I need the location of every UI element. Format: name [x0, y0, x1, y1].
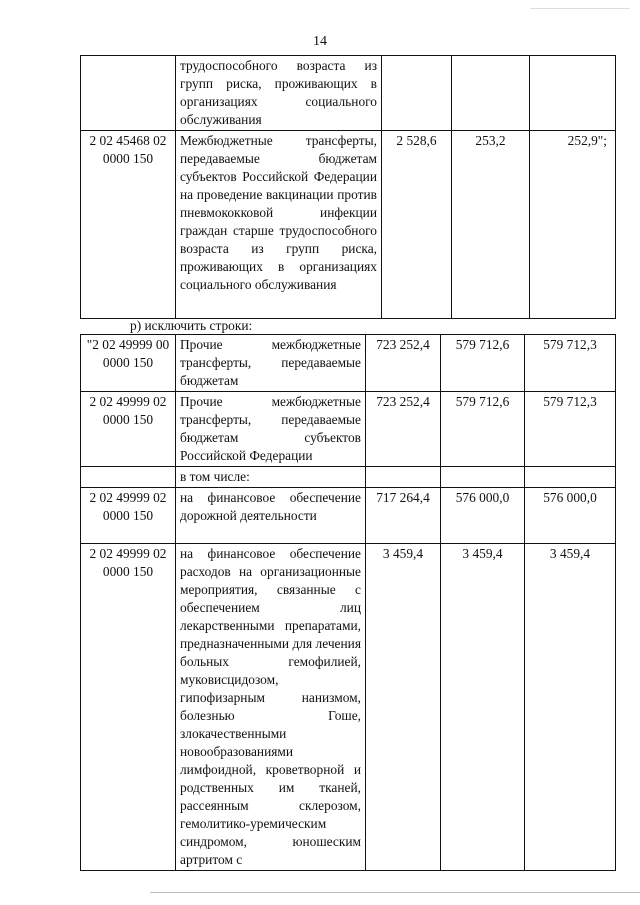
value-cell-year3: 3 459,4 — [525, 544, 616, 871]
description-cell: на финансовое обеспечение дорожной деятельности — [176, 488, 366, 544]
budget-code-cell: 2 02 49999 02 0000 150 — [81, 544, 176, 871]
budget-code-cell: 2 02 45468 02 0000 150 — [81, 131, 176, 319]
value-cell-year1 — [366, 467, 441, 488]
value-cell-year2: 576 000,0 — [441, 488, 525, 544]
value-cell-year2: 3 459,4 — [441, 544, 525, 871]
table-row — [81, 56, 616, 131]
value-cell-year1: 723 252,4 — [366, 335, 441, 392]
value-cell-year1: 717 264,4 — [366, 488, 441, 544]
value-cell-year1: 3 459,4 — [366, 544, 441, 871]
budget-code-cell: 2 02 49999 02 0000 150 — [81, 392, 176, 467]
description-cell: на финансовое обеспечение расходов на организационные мероприятия, связанные с обеспечением лиц лекарственными препаратами, предназначенными для лечения больных гемофилией, муковисцидозом, гипофизарным нанизмом, болезнью Гоше, злокачественными новообразованиями лимфоидной, кроветворной и родственных им тканей, рассеянным склерозом, гемолитико-уремическим синдромом, юношеским артритом с — [176, 544, 366, 871]
page-number: 14 — [313, 34, 327, 49]
value-cell-year2: 579 712,6 — [441, 335, 525, 392]
value-cell-year2: 579 712,6 — [441, 392, 525, 467]
value-cell-year3 — [525, 467, 616, 488]
budget-code-cell: 2 02 49999 02 0000 150 — [81, 488, 176, 544]
budget-code-cell: "2 02 49999 00 0000 150 — [81, 335, 176, 392]
value-cell-year3: 252,9"; — [530, 131, 616, 319]
value-cell-year2: 253,2 — [452, 131, 530, 319]
table-row — [81, 131, 616, 319]
description-cell: в том числе: — [176, 467, 366, 488]
description-cell: Прочие межбюджетные трансферты, передаваемые бюджетам — [176, 335, 366, 392]
value-cell-year1: 2 528,6 — [382, 131, 452, 319]
value-cell-year1 — [382, 56, 452, 131]
value-cell-year2 — [452, 56, 530, 131]
table-row — [81, 335, 616, 392]
subsection-heading: р) исключить строки: — [130, 318, 253, 333]
value-cell-year3: 576 000,0 — [525, 488, 616, 544]
budget-code-cell — [81, 56, 176, 131]
budget-code-cell — [81, 467, 176, 488]
table-row — [81, 488, 616, 544]
value-cell-year3: 579 712,3 — [525, 392, 616, 467]
value-cell-year1: 723 252,4 — [366, 392, 441, 467]
table-row — [81, 392, 616, 467]
value-cell-year3: 579 712,3 — [525, 335, 616, 392]
value-cell-year2 — [441, 467, 525, 488]
table-row — [81, 544, 616, 871]
description-cell: Межбюджетные трансферты, передаваемые бюджетам субъектов Российской Федерации на проведение вакцинации против пневмококковой инфекции граждан старше трудоспособного возраста из групп риска, проживающих в организациях социального обслуживания — [176, 131, 382, 319]
description-cell: Прочие межбюджетные трансферты, передаваемые бюджетам субъектов Российской Федерации — [176, 392, 366, 467]
revenue-table-continued — [80, 55, 616, 319]
page-edge-mark — [530, 8, 630, 9]
value-cell-year3 — [530, 56, 616, 131]
excluded-rows-table — [80, 334, 616, 871]
table-row — [81, 467, 616, 488]
page-bottom-edge — [150, 892, 640, 893]
description-cell: трудоспособного возраста из групп риска, проживающих в организациях социального обслуживания — [176, 56, 382, 131]
